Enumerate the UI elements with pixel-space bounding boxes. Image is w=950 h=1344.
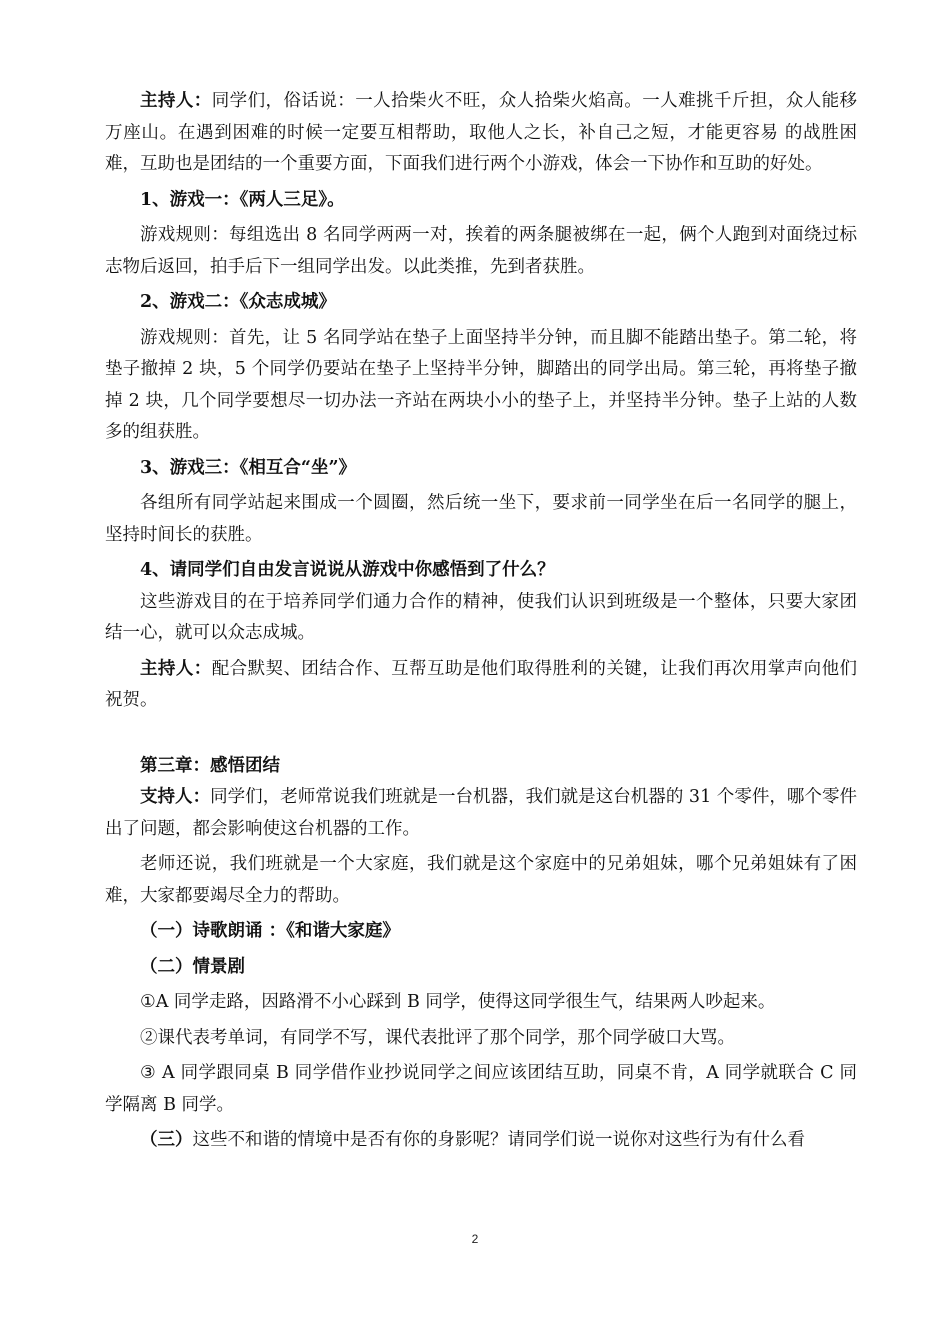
section-label: （三）	[140, 1130, 193, 1150]
heading-poem: （一）诗歌朗诵 ：《和谐大家庭》	[140, 921, 400, 941]
heading-game-two: 2、游戏二：《众志成城》	[140, 292, 336, 312]
section-spacer	[105, 717, 857, 751]
page-content	[105, 86, 857, 1157]
paragraph-discussion: 这些游戏目的在于培养同学们通力合作的精神，使我们认识到班级是一个整体，只要大家团结一心，就可以众志成城。	[105, 591, 857, 643]
page-number: 2	[471, 1232, 479, 1246]
paragraph-host-closing	[105, 654, 857, 717]
paragraph-text: 同学们，俗话说：一人拾柴火不旺，众人拾柴火焰高。一人难挑千斤担，众人能移万座山。在遇到困难的时候一定要互相帮助，取他人之长，补自己之短，才能更容易 的战胜困难，互助也是团结的一个重要方面，下面我们进行两个小游戏，体会一下协作和互助的好处。	[105, 91, 858, 174]
skit-item-two: ②课代表考单词，有同学不写，课代表批评了那个同学，那个同学破口大骂。	[140, 1027, 735, 1048]
paragraph-text: 同学们，老师常说我们班就是一台机器，我们就是这台机器的 31 个零件，哪个零件出了问题，都会影响使这台机器的工作。	[105, 787, 857, 839]
paragraph-host-intro	[105, 86, 857, 181]
paragraph-reflection	[105, 1125, 857, 1157]
paragraph-supporter	[105, 782, 857, 845]
skit-item-one: ①A 同学走路，因路滑不小心踩到 B 同学，使得这同学很生气，结果两人吵起来。	[140, 992, 776, 1012]
heading-skit: （二）情景剧	[140, 956, 245, 977]
speaker-label: 支持人：	[140, 787, 211, 807]
heading-game-three: 3、游戏三：《相互合“坐”》	[140, 457, 357, 478]
paragraph-text: 这些不和谐的情境中是否有你的身影呢？请同学们说一说你对这些行为有什么看	[192, 1130, 805, 1150]
speaker-label: 主持人：	[140, 91, 212, 111]
heading-discussion: 4、请同学们自由发言说说从游戏中你感悟到了什么？	[140, 560, 555, 580]
chapter-three-title: 第三章：感悟团结	[140, 755, 280, 776]
paragraph-teacher: 老师还说，我们班就是一个大家庭，我们就是这个家庭中的兄弟姐妹，哪个兄弟姐妹有了困难，大家都要竭尽全力的帮助。	[105, 854, 857, 906]
heading-game-one: 1、游戏一：《两人三足》。	[140, 189, 345, 210]
paragraph-text: 配合默契、团结合作、互帮互助是他们取得胜利的关键，让我们再次用掌声向他们祝贺。	[105, 658, 858, 710]
paragraph-game-one-rules: 游戏规则：每组选出 8 名同学两两一对，挨着的两条腿被绑在一起，俩个人跑到对面绕过标志物后返回，拍手后下一组同学出发。以此类推，先到者获胜。	[105, 225, 857, 277]
paragraph-game-three-rules: 各组所有同学站起来围成一个圆圈，然后统一坐下，要求前一同学坐在后一名同学的腿上，坚持时间长的获胜。	[105, 493, 857, 545]
paragraph-game-two-rules: 游戏规则：首先，让 5 名同学站在垫子上面坚持半分钟，而且脚不能踏出垫子。第二轮，将垫子撤掉 2 块，5 个同学仍要站在垫子上坚持半分钟，脚踏出的同学出局。第三轮，再将垫子撤掉 2 块，几个同学要想尽一切办法一齐站在两块小小的垫子上，并坚持半分钟。垫子上站的人数多的组获胜。	[105, 327, 857, 442]
speaker-label: 主持人：	[140, 658, 212, 679]
skit-item-three: ③ A 同学跟同桌 B 同学借作业抄说同学之间应该团结互助，同桌不肯，A 同学就联合 C 同学隔离 B 同学。	[105, 1063, 857, 1115]
